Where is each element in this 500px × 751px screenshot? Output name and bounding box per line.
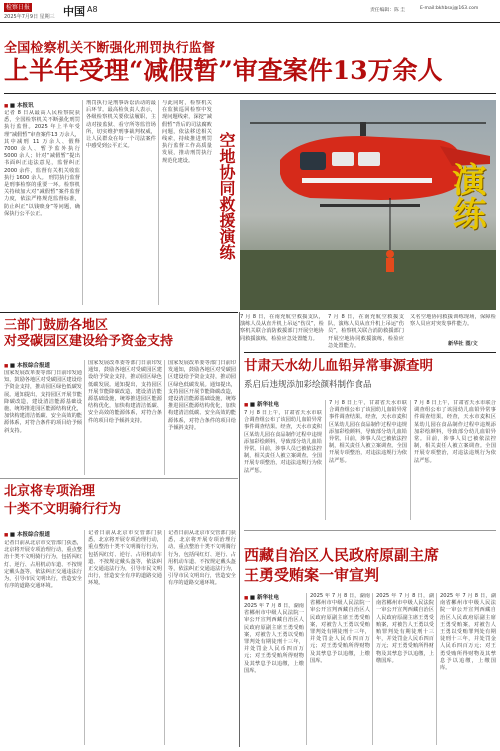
col-divider xyxy=(82,100,83,305)
article1-headline-line1: 三部门鼓励各地区 xyxy=(4,318,109,333)
article2-headline-line2: 十类不文明骑行行为 xyxy=(4,502,122,517)
lead-col3: 与此同时，检察机关在监狱巡回检察中发现问题线索，深挖“减假暂”背后的司法腐败问题，依法移送相关线索，持续推进刑罚执行监督工作高质量发展，推动刑罚执行规范化建设。 xyxy=(162,100,212,164)
col-divider xyxy=(325,400,326,520)
paper-logo: 检察日报 xyxy=(5,4,30,11)
right1-col3: 7 月 8 日上午，甘肃省天水市联合调查组公布了该园幼儿血铅异常事件调查结果。经查，天水市麦积区某幼儿园在食品制作过程中违规添加彩绘颜料，导致部分幼儿血铅异常。目前，涉事人员已被依法控制，相关责任人被立案调查。全国开展专项整治，对违法违规行为依法严惩。 xyxy=(414,400,496,464)
article2-col1: 记者日前从北京市交管部门获悉，北京将开展专项治理行动，重点整治十类不文明骑行行为，包括闯红灯、逆行、占用机动车道、不按规定戴头盔等，依法纠正交通违法行为，引导市民文明出行，营造安全有序的道路交通环境。 xyxy=(4,540,82,590)
masthead-rule xyxy=(0,22,500,23)
article2-col2: 记者日前从北京市交管部门获悉，北京将开展专项治理行动，重点整治十类不文明骑行行为，包括闯红灯、逆行、占用机动车道、不按规定戴头盔等，依法纠正交通违法行为，引导市民文明出行，营造安全有序的道路交通环境。 xyxy=(88,530,162,587)
right1-col1: 7 月 8 日上午，甘肃省天水市联合调查组公布了该园幼儿血铅异常事件调查结果。经查，天水市麦积区某幼儿园在食品制作过程中违规添加彩绘颜料，导致部分幼儿血铅异常。目前，涉事人员已被依法控制，相关责任人被立案调查。全国开展专项整治，对违法违规行为依法严惩。 xyxy=(244,410,322,474)
article2-col3: 记者日前从北京市交管部门获悉，北京将开展专项治理行动，重点整治十类不文明骑行行为，包括闯红灯、逆行、占用机动车道、不按规定戴头盔等，依法纠正交通违法行为，引导市民文明出行，营造安全有序的道路交通环境。 xyxy=(168,530,236,587)
col-divider xyxy=(410,400,411,520)
photo-caption-right: 又名空地协同救援训练现场，保障检察人员应对突发事件能力。 xyxy=(410,314,496,328)
right2-headline-line1: 西藏自治区人民政府原副主席 xyxy=(244,546,440,564)
col-divider xyxy=(164,360,165,475)
lead-byline: ■ ■ 本报讯 xyxy=(4,101,33,109)
editor-credit: 责任编辑：陈 圭 xyxy=(370,8,406,13)
divider xyxy=(244,530,496,531)
photo-credit: 新华社 图/文 xyxy=(448,341,478,347)
right2-col1: 2025 年 7 月 8 日，湖南省郴州市中级人民法院一审公开宣判西藏自治区人民政府原副主席王勇受贿案，对被告人王勇以受贿罪判处有期徒刑十三年，并处罚金人民币四百万元；对王勇受贿所得财物及其孳息予以追缴，上缴国库。 xyxy=(244,603,304,674)
lead-col1-text: 记者 8 日从最高人民检察院获悉，全国检察机关不断强化刑罚执行监督。2025 年上半年受理“减假暂”审查案件13 万余人，其中减刑 11 万余人、假释 7000 余人、暂予监外执行 5000 余人；针对“减假暂”提出书面纠正违法意见，监督纠正 2000 余件，监督有关机关收监执行 1600 余人。 xyxy=(4,110,80,181)
article2-byline: ■ ■ 本报综合报道 xyxy=(4,530,50,538)
col-divider xyxy=(84,530,85,745)
rescue-photo xyxy=(240,100,496,310)
article1-col3: 国家发展改革委等部门日前印发通知，鼓励各地区对受碳园区建设给予资金支持，推动园区绿色低碳发展。通知提出，支持园区开展节能降碳改造，建设清洁能源基础设施，统筹推进园区能源结构优化，加快构建清洁低碳、安全高效的能源体系，对符合条件的项目给予倾斜支持。 xyxy=(168,360,236,431)
lead-col1 xyxy=(4,110,80,305)
col-divider xyxy=(84,360,85,475)
right1-subhead: 系启后违规添加彩绘颜料制作食品 xyxy=(244,380,372,390)
section-name: 中国 xyxy=(63,5,85,18)
right2-col3: 2025 年 7 月 8 日，湖南省郴州市中级人民法院一审公开宣判西藏自治区人民政府原副主席王勇受贿案，对被告人王勇以受贿罪判处有期徒刑十三年，并处罚金人民币四百万元；对王勇受贿所得财物及其孳息予以追缴，上缴国库。 xyxy=(376,593,434,664)
col-divider xyxy=(372,593,373,745)
right2-byline: ■ ■ 新华社电 xyxy=(244,593,279,601)
lead-rule xyxy=(4,93,496,94)
article1-headline-line2: 对受碳园区建设给予资金支持 xyxy=(4,334,174,349)
photo-caption-left: 7 月 8 日，在南充航空救援支队，演练人员从直升机上吊运“伤员”，检察机关联合消防救援部门开展空地协同救援演练，检验应急处置能力。 xyxy=(240,314,324,342)
lead-col1b-text: 刑罚执行监督是刑事检察的重要一环。检察机关持续加大对“减假暂”案件监督力度，依法严格规范监督标准，防止纠正“以钱赎身”等问题，确保执行公平公正。 xyxy=(4,174,80,217)
right1-byline: ■ ■ 新华社电 xyxy=(244,400,279,408)
article2-headline-line1: 北京将专项治理 xyxy=(4,484,96,499)
article1-byline: ■ ■ 本报综合报道 xyxy=(4,361,50,369)
section-rule xyxy=(0,312,238,313)
issue-date: 2025年7月9日 星期三 xyxy=(4,14,55,20)
right1-headline: 甘肃天水幼儿血铅异常事源查明 xyxy=(244,358,433,374)
right2-col4: 2025 年 7 月 8 日，湖南省郴州市中级人民法院一审公开宣判西藏自治区人民政府原副主席王勇受贿案，对被告人王勇以受贿罪判处有期徒刑十三年，并处罚金人民币四百万元；对王勇受贿所得财物及其孳息予以追缴，上缴国库。 xyxy=(440,593,496,672)
right2-col2: 2025 年 7 月 8 日，湖南省郴州市中级人民法院一审公开宣判西藏自治区人民政府原副主席王勇受贿案，对被告人王勇以受贿罪判处有期徒刑十三年，并处罚金人民币四百万元；对王勇受贿所得财物及其孳息予以追缴，上缴国库。 xyxy=(310,593,370,664)
page-number: A8 xyxy=(87,5,98,14)
right1-col2: 7 月 8 日上午，甘肃省天水市联合调查组公布了该园幼儿血铅异常事件调查结果。经查，天水市麦积区某幼儿园在食品制作过程中违规添加彩绘颜料，导致部分幼儿血铅异常。目前，涉事人员已被依法控制，相关责任人被立案调查。全国开展专项整治，对违法违规行为依法严惩。 xyxy=(329,400,407,464)
col-divider xyxy=(158,100,159,305)
page-divider xyxy=(239,312,240,747)
photo-caption-mid: 7 月 8 日，在南充航空救援支队，演练人员从直升机上吊运“伤员”，检察机关联合消防救援部门开展空地协同救援演练，检验应急处置能力。 xyxy=(328,314,404,349)
contact-email: E-mail:bkhbsxj@163.com xyxy=(420,6,479,11)
lead-kicker: 全国检察机关不断强化刑罚执行监督 xyxy=(4,41,216,56)
divider xyxy=(0,478,238,479)
col-divider xyxy=(164,530,165,745)
photo-overlay-text: 演练 xyxy=(446,162,486,230)
masthead xyxy=(0,0,500,24)
right-rule xyxy=(244,352,496,353)
article1-col2: 国家发展改革委等部门日前印发通知，鼓励各地区对受碳园区建设给予资金支持，推动园区绿色低碳发展。通知提出，支持园区开展节能降碳改造，建设清洁能源基础设施，统筹推进园区能源结构优化，加快构建清洁低碳、安全高效的能源体系，对符合条件的项目给予倾斜支持。 xyxy=(88,360,162,424)
lead-headline: 上半年受理“减假暂”审查案件13万余人 xyxy=(4,56,443,85)
right2-headline-line2: 王勇受贿案一审宣判 xyxy=(244,566,380,584)
photo-vertical-title: 空地协同救援演练 xyxy=(217,132,236,260)
article1-col1: 国家发展改革委等部门日前印发通知，鼓励各地区对受碳园区建设给予资金支持，推动园区绿色低碳发展。通知提出，支持园区开展节能降碳改造，建设清洁能源基础设施，统筹推进园区能源结构优化，加快构建清洁低碳、安全高效的能源体系，对符合条件的项目给予倾斜支持。 xyxy=(4,370,82,434)
col-divider xyxy=(436,593,437,745)
lead-col2: 刑罚执行是刑事诉讼活动的最后环节。最高检负责人表示，各级检察机关要依法履职，主动对接监狱、看守所等监管场所，切实维护刑事裁判权威，让人民群众在每一个司法案件中感受到公平正义。 xyxy=(86,100,156,150)
col-divider xyxy=(306,593,307,745)
